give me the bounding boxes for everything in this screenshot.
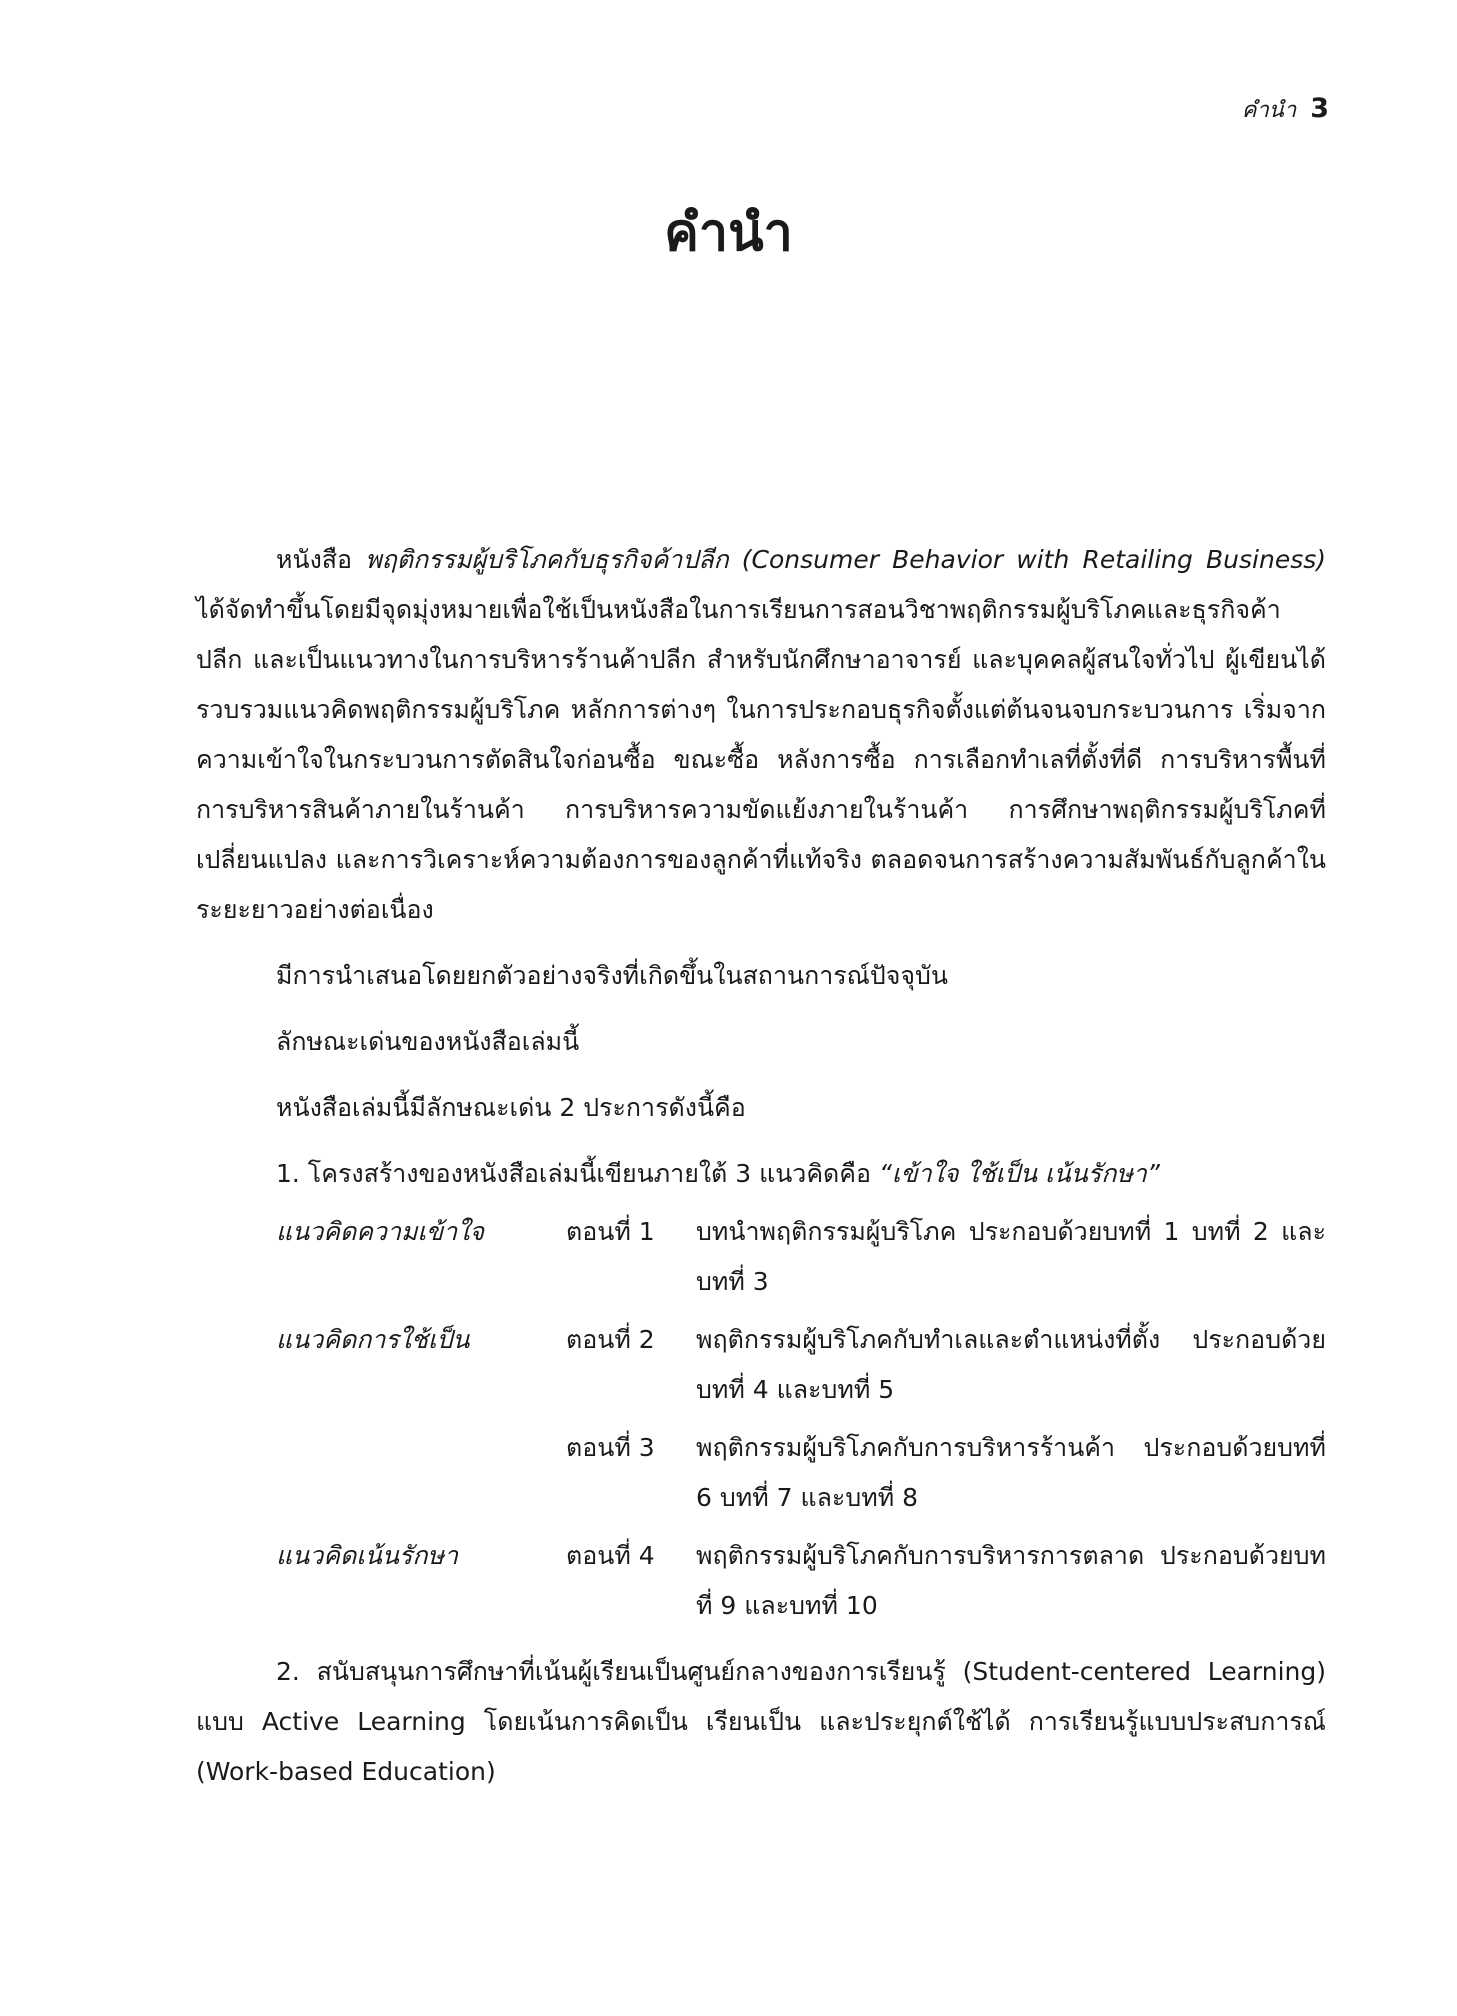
concept-label: แนวคิดความเข้าใจ	[276, 1217, 485, 1246]
chapter-title: คำนำ	[664, 203, 793, 263]
features-heading: ลักษณะเด่นของหนังสือเล่มนี้	[276, 1027, 580, 1056]
part-label: ตอนที่ 3	[566, 1433, 655, 1462]
part-label: ตอนที่ 2	[566, 1325, 655, 1354]
page-header	[1242, 92, 1329, 127]
intro-paragraph	[196, 535, 1326, 935]
page-number: 3	[1310, 93, 1329, 124]
part-description: บทนำพฤติกรรมผู้บริโภค ประกอบด้วยบทที่ 1 บทที่ 2 และบทที่ 3	[696, 1217, 1326, 1296]
point-2: 2. สนับสนุนการศึกษาที่เน้นผู้เรียนเป็นศูนย์กลางของการเรียนรู้ (Student-centered Learning) แบบ Active Learning โดยเน้นการคิดเป็น เรียนเป็น และประยุกต์ใช้ได้ การเรียนรู้แบบประสบการณ์ (Work-based Education)	[196, 1657, 1326, 1786]
part-description: พฤติกรรมผู้บริโภคกับการบริหารร้านค้า ประกอบด้วยบทที่ 6 บทที่ 7 และบทที่ 8	[696, 1433, 1326, 1512]
book-title: พฤติกรรมผู้บริโภคกับธุรกิจค้าปลีก (Consumer Behavior with Retailing Business)	[365, 545, 1326, 574]
features-intro: หนังสือเล่มนี้มีลักษณะเด่น 2 ประการดังนี้คือ	[276, 1093, 746, 1122]
part-description: พฤติกรรมผู้บริโภคกับการบริหารการตลาด ประกอบด้วยบทที่ 9 และบทที่ 10	[696, 1541, 1326, 1620]
point-1	[276, 1149, 1326, 1199]
part-label: ตอนที่ 4	[566, 1541, 655, 1570]
concept-row	[276, 1423, 1326, 1523]
part-label: ตอนที่ 1	[566, 1217, 655, 1246]
presentation-line: มีการนำเสนอโดยยกตัวอย่างจริงที่เกิดขึ้นในสถานการณ์ปัจจุบัน	[276, 961, 948, 990]
body-text	[196, 535, 1326, 1797]
concept-label: แนวคิดการใช้เป็น	[276, 1325, 470, 1354]
concept-row	[276, 1207, 1326, 1307]
concept-row	[276, 1315, 1326, 1415]
concept-label	[276, 1423, 566, 1523]
intro-lead: หนังสือ	[276, 545, 366, 574]
concept-row	[276, 1531, 1326, 1631]
part-description: พฤติกรรมผู้บริโภคกับทำเลและตำแหน่งที่ตั้ง ประกอบด้วยบทที่ 4 และบทที่ 5	[696, 1325, 1326, 1404]
running-title: คำนำ	[1241, 98, 1297, 123]
intro-rest: ได้จัดทำขึ้นโดยมีจุดมุ่งหมายเพื่อใช้เป็นหนังสือในการเรียนการสอนวิชาพฤติกรรมผู้บริโภคและธุรกิจค้าปลีก และเป็นแนวทางในการบริหารร้านค้าปลีก สำหรับนักศึกษาอาจารย์ และบุคคลผู้สนใจทั่วไป ผู้เขียนได้รวบรวมแนวคิดพฤติกรรมผู้บริโภค หลักการต่างๆ ในการประกอบธุรกิจตั้งแต่ต้นจนจบกระบวนการ เริ่มจากความเข้าใจในกระบวนการตัดสินใจก่อนซื้อ ขณะซื้อ หลังการซื้อ การเลือกทำเลที่ตั้งที่ดี การบริหารพื้นที่ การบริหารสินค้าภายในร้านค้า การบริหารความขัดแย้งภายในร้านค้า การศึกษาพฤติกรรมผู้บริโภคที่เปลี่ยนแปลง และการวิเคราะห์ความต้องการของลูกค้าที่แท้จริง ตลอดจนการสร้างความสัมพันธ์กับลูกค้าในระยะยาวอย่างต่อเนื่อง	[196, 595, 1326, 924]
point-1-quote: “เข้าใจ ใช้เป็น เน้นรักษา”	[878, 1159, 1160, 1188]
point-1-lead: 1. โครงสร้างของหนังสือเล่มนี้เขียนภายใต้ 3 แนวคิดคือ	[276, 1159, 879, 1188]
concept-label: แนวคิดเน้นรักษา	[276, 1541, 459, 1570]
